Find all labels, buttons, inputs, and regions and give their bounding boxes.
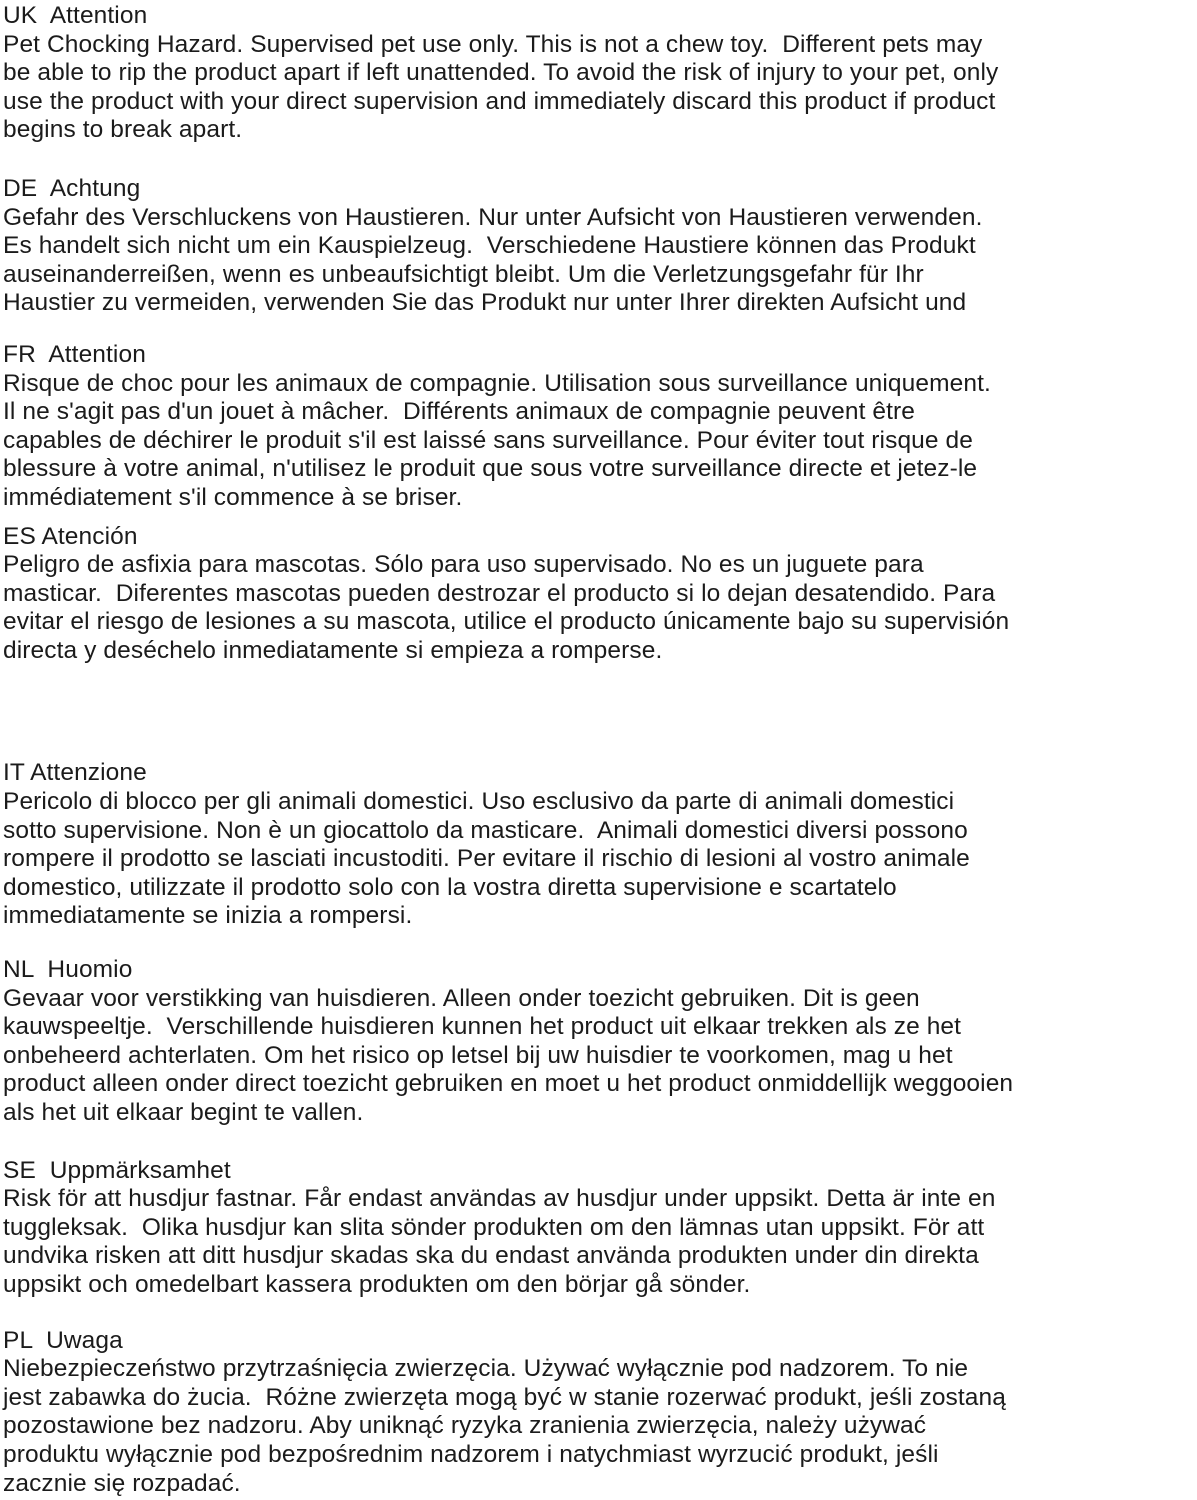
section-heading: SE Uppmärksamhet (3, 1156, 231, 1184)
section-heading: UK Attention (3, 2, 148, 29)
warning-section-uk (3, 2, 1197, 145)
text-line: immédiatement s'il commence à se briser. (3, 483, 463, 511)
text-line: immediatamente se inizia a rompersi. (3, 902, 413, 930)
text-line: Pericolo di blocco per gli animali domestici. Uso esclusivo da parte di animali domestici (3, 788, 955, 816)
text-line: Pet Chocking Hazard. Supervised pet use only. This is not a chew toy. Different pets may (3, 30, 983, 58)
text-line: Gefahr des Verschluckens von Haustieren. Nur unter Aufsicht von Haustieren verwenden. (3, 203, 983, 231)
text-line: jest zabawka do żucia. Różne zwierzęta mogą być w stanie rozerwać produkt, jeśli zostaną (3, 1383, 1006, 1411)
text-line: Haustier zu vermeiden, verwenden Sie das Produkt nur unter Ihrer direkten Aufsicht und (3, 289, 967, 317)
text-line: tuggleksak. Olika husdjur kan slita sönder produkten om den lämnas utan uppsikt. För att (3, 1213, 985, 1241)
text-line: rompere il prodotto se lasciati incustoditi. Per evitare il rischio di lesioni al vostro animale (3, 845, 970, 873)
text-line: uppsikt och omedelbart kassera produkten om den börjar gå sönder. (3, 1270, 751, 1298)
warning-section-se (3, 1157, 1197, 1300)
text-line: use the product with your direct supervision and immediately discard this product if product (3, 87, 996, 115)
text-line: onbeheerd achterlaten. Om het risico op letsel bij uw huisdier te voorkomen, mag u het (3, 1041, 953, 1069)
section-heading: PL Uwaga (3, 1326, 123, 1354)
text-line: undvika risken att ditt husdjur skadas ska du endast använda produkten under din direkta (3, 1242, 979, 1270)
text-line: Il ne s'agit pas d'un jouet à mâcher. Différents animaux de compagnie peuvent être (3, 398, 915, 426)
text-line: als het uit elkaar begint te vallen. (3, 1099, 364, 1126)
text-line: Es handelt sich nicht um ein Kauspielzeug. Verschiedene Haustiere können das Produkt (3, 232, 976, 260)
text-line: domestico, utilizzate il prodotto solo con la vostra diretta supervisione e scartatelo (3, 873, 897, 901)
section-heading: ES Atención (3, 522, 138, 550)
warning-section-fr (3, 341, 1197, 513)
text-line: Risque de choc pour les animaux de compagnie. Utilisation sous surveillance uniquement. (3, 369, 991, 397)
warning-section-it (3, 759, 1197, 931)
section-heading: NL Huomio (3, 956, 133, 984)
warning-section-de (3, 175, 1197, 318)
text-line: Niebezpieczeństwo przytrzaśnięcia zwierzęcia. Używać wyłącznie pod nadzorem. To nie (3, 1355, 969, 1383)
text-line: kauwspeeltje. Verschillende huisdieren kunnen het product uit elkaar trekken als ze het (3, 1013, 962, 1041)
text-line: sotto supervisione. Non è un giocattolo da masticare. Animali domestici diversi possono (3, 816, 968, 844)
section-heading: IT Attenzione (3, 759, 147, 787)
text-line: masticar. Diferentes mascotas pueden destrozar el producto si lo dejan desatendido. Para (3, 579, 996, 607)
text-line: zacznie się rozpadać. (3, 1469, 241, 1497)
text-line: Gevaar voor verstikking van huisdieren. Alleen onder toezicht gebruiken. Dit is geen (3, 984, 920, 1012)
text-line: blessure à votre animal, n'utilisez le produit que sous votre surveillance directe et jetez-le (3, 455, 978, 483)
text-line: capables de déchirer le produit s'il est laissé sans surveillance. Pour éviter tout risque de (3, 426, 973, 454)
text-line: produktu wyłącznie pod bezpośrednim nadzorem i natychmiast wyrzucić produkt, jeśli (3, 1440, 939, 1468)
text-line: auseinanderreißen, wenn es unbeaufsichtigt bleibt. Um die Verletzungsgefahr für Ihr (3, 260, 924, 288)
text-line: begins to break apart. (3, 116, 243, 144)
warning-section-pl (3, 1327, 1197, 1499)
text-line: Peligro de asfixia para mascotas. Sólo para uso supervisado. No es un juguete para (3, 551, 924, 579)
section-heading: DE Achtung (3, 174, 141, 202)
text-line: Risk för att husdjur fastnar. Får endast användas av husdjur under uppsikt. Detta är inte en (3, 1185, 996, 1213)
text-line: evitar el riesgo de lesiones a su mascota, utilice el producto únicamente bajo su supervisión (3, 608, 1010, 636)
text-line: product alleen onder direct toezicht gebruiken en moet u het product onmiddellijk weggooien (3, 1070, 1014, 1098)
warning-section-es (3, 523, 1197, 666)
text-line: be able to rip the product apart if left unattended. To avoid the risk of injury to your pet, only (3, 59, 999, 87)
text-line: pozostawione bez nadzoru. Aby uniknąć ryzyka zranienia zwierzęcia, należy używać (3, 1412, 927, 1440)
warning-section-nl (3, 956, 1197, 1128)
section-heading: FR Attention (3, 340, 146, 368)
text-line: directa y deséchelo inmediatamente si empieza a romperse. (3, 636, 663, 664)
